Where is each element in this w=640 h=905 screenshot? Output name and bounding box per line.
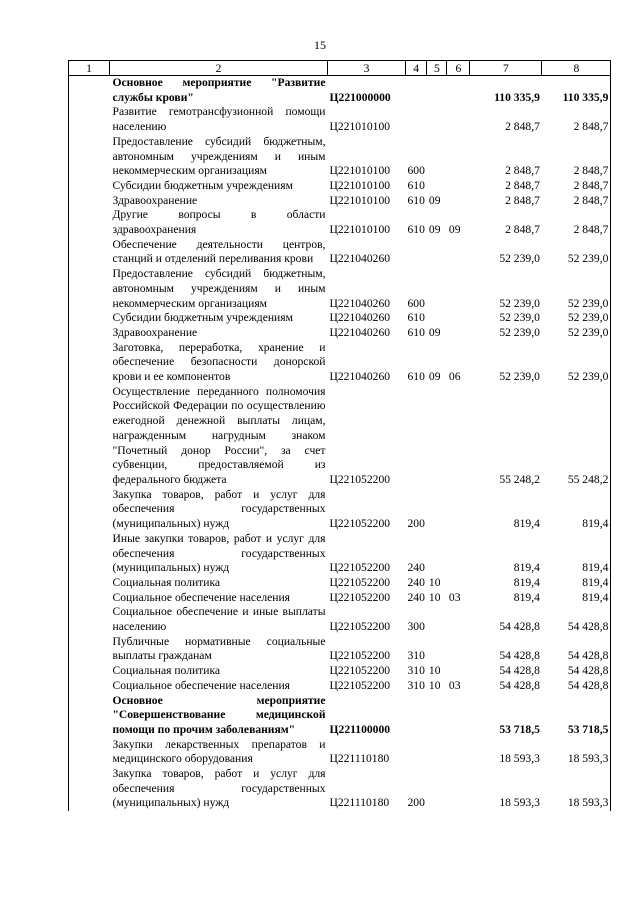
amount-cell: 52 239,0 [499, 252, 540, 266]
header-row [69, 61, 611, 76]
item-name-cell: Основное мероприятие "Совершенствование медицинской помощи по прочим заболеваниям" [112, 693, 326, 736]
amount-cell: 52 239,0 [542, 311, 611, 326]
section-cell [427, 767, 447, 811]
amount-cell: 52 239,0 [542, 326, 611, 341]
item-name-cell: Предоставление субсидий бюджетным, автономным учреждениям и иным некоммерческим организациям [112, 267, 326, 310]
item-name-cell: Социальное обеспечение населения [112, 678, 291, 692]
subsection-cell [447, 238, 470, 267]
section-cell: 09 [428, 223, 441, 237]
expense-type-cell: 310 [407, 678, 425, 692]
amount-cell: 52 239,0 [499, 311, 540, 325]
item-name-cell: Развитие гемотрансфузионной помощи населению [112, 105, 326, 134]
subsection-cell [447, 105, 470, 134]
amount-cell: 53 718,5 [499, 722, 540, 736]
item-name-cell: Основное мероприятие "Развитие службы крови" [112, 76, 326, 104]
item-name-cell: Иные закупки товаров, работ и услуг для обеспечения государственных (муниципальных) нужд [112, 531, 326, 575]
expense-type-cell: 240 [407, 561, 425, 575]
item-name-cell: Здравоохранение [112, 193, 198, 207]
amount-cell: 2 848,7 [542, 208, 611, 237]
budget-table [68, 60, 611, 811]
header-cell: 1 [69, 61, 110, 76]
amount-cell: 18 593,3 [499, 752, 540, 766]
row-index-cell [69, 532, 110, 576]
amount-cell: 2 848,7 [542, 179, 611, 194]
section-cell [427, 267, 447, 311]
amount-cell: 54 428,8 [499, 649, 540, 663]
row-index-cell [69, 576, 110, 591]
amount-cell: 54 428,8 [499, 620, 540, 634]
target-code-cell: Ц221010100 [329, 178, 391, 192]
section-cell [427, 311, 447, 326]
amount-cell: 2 848,7 [542, 105, 611, 134]
amount-cell: 2 848,7 [505, 193, 540, 207]
target-code-cell: Ц221052200 [329, 620, 391, 634]
row-index-cell [69, 767, 110, 811]
table-row [69, 208, 611, 237]
target-code-cell: Ц221010100 [329, 120, 391, 134]
amount-cell: 819,4 [542, 591, 611, 606]
expense-type-cell [406, 76, 427, 106]
expense-type-cell: 610 [407, 193, 425, 207]
item-name-cell: Социальное обеспечение и иные выплаты населению [112, 605, 326, 634]
target-code-cell: Ц221052200 [329, 561, 391, 575]
table-row [69, 135, 611, 179]
row-index-cell [69, 591, 110, 606]
table-row [69, 605, 611, 634]
row-index-cell [69, 238, 110, 267]
item-name-cell: Осуществление переданного полномочия Российской Федерации по осуществлению ежегодной денежной выплаты лицам, награжденным нагрудным знаком "Почетный донор России", за счет субвенции, предоставляемой из федерального бюджета [112, 384, 326, 486]
header-cell: 2 [110, 61, 328, 76]
header-cell: 4 [406, 61, 427, 76]
amount-cell: 819,4 [513, 590, 540, 604]
target-code-cell: Ц221052200 [329, 678, 391, 692]
expense-type-cell [406, 385, 427, 488]
table-row [69, 488, 611, 532]
amount-cell: 819,4 [513, 575, 540, 589]
amount-cell: 110 335,9 [494, 90, 540, 104]
target-code-cell: Ц221010100 [329, 193, 391, 207]
subsection-cell [447, 135, 470, 179]
expense-type-cell: 310 [407, 664, 425, 678]
amount-cell: 2 848,7 [542, 135, 611, 179]
amount-cell: 2 848,7 [505, 164, 540, 178]
section-cell: 09 [428, 370, 441, 384]
target-code-cell: Ц221052200 [329, 575, 391, 589]
table-row [69, 532, 611, 576]
item-name-cell: Субсидии бюджетным учреждениям [112, 311, 293, 325]
section-cell [427, 605, 447, 634]
amount-cell: 54 428,8 [499, 664, 540, 678]
row-index-cell [69, 179, 110, 194]
target-code-cell: Ц221110180 [329, 752, 390, 766]
item-name-cell: Закупка товаров, работ и услуг для обеспечения государственных (муниципальных) нужд [112, 487, 326, 531]
amount-cell: 52 239,0 [542, 238, 611, 267]
section-cell: 10 [428, 575, 441, 589]
section-cell: 10 [428, 664, 441, 678]
target-code-cell: Ц221052200 [329, 664, 391, 678]
amount-cell: 18 593,3 [499, 796, 540, 810]
table-row [69, 591, 611, 606]
table-row [69, 679, 611, 694]
item-name-cell: Здравоохранение [112, 325, 198, 339]
amount-cell: 52 239,0 [499, 296, 540, 310]
item-name-cell: Публичные нормативные социальные выплаты гражданам [112, 634, 326, 663]
amount-cell: 819,4 [542, 576, 611, 591]
item-name-cell: Закупка товаров, работ и услуг для обеспечения государственных (муниципальных) нужд [112, 767, 326, 810]
target-code-cell: Ц221052200 [329, 472, 391, 486]
row-index-cell [69, 194, 110, 209]
subsection-cell [447, 738, 470, 767]
expense-type-cell: 200 [407, 796, 425, 810]
section-cell [427, 532, 447, 576]
amount-cell: 55 248,2 [499, 472, 540, 486]
section-cell: 09 [428, 193, 441, 207]
expense-type-cell: 240 [407, 590, 425, 604]
item-name-cell: Предоставление субсидий бюджетным, автономным учреждениям и иным некоммерческим организациям [112, 134, 326, 178]
expense-type-cell: 610 [407, 223, 425, 237]
item-name-cell: Закупки лекарственных препаратов и медицинского оборудования [112, 737, 326, 766]
header-cell: 6 [447, 61, 470, 76]
target-code-cell: Ц221052200 [329, 517, 391, 531]
subsection-cell [447, 694, 470, 738]
expense-type-cell: 600 [407, 296, 425, 310]
table-row [69, 738, 611, 767]
target-code-cell: Ц221040260 [329, 252, 391, 266]
section-cell: 10 [428, 678, 441, 692]
target-code-cell: Ц221000000 [329, 90, 391, 104]
row-index-cell [69, 341, 110, 385]
target-code-cell: Ц221110180 [329, 796, 390, 810]
amount-cell: 52 239,0 [499, 325, 540, 339]
table-row [69, 326, 611, 341]
amount-cell: 54 428,8 [542, 605, 611, 634]
expense-type-cell: 610 [407, 370, 425, 384]
expense-type-cell: 610 [407, 311, 425, 325]
row-index-cell [69, 76, 110, 106]
section-cell [427, 179, 447, 194]
amount-cell: 18 593,3 [542, 767, 611, 811]
expense-type-cell: 610 [407, 325, 425, 339]
amount-cell: 54 428,8 [499, 678, 540, 692]
table-row [69, 664, 611, 679]
subsection-cell [447, 767, 470, 811]
expense-type-cell [406, 694, 427, 738]
amount-cell: 55 248,2 [542, 385, 611, 488]
subsection-cell [447, 635, 470, 664]
target-code-cell: Ц221100000 [329, 722, 391, 736]
table-row [69, 267, 611, 311]
table-row [69, 76, 611, 106]
amount-cell: 54 428,8 [542, 635, 611, 664]
target-code-cell: Ц221052200 [329, 649, 391, 663]
table-row [69, 311, 611, 326]
amount-cell: 52 239,0 [499, 370, 540, 384]
section-cell: 09 [428, 325, 441, 339]
section-cell [427, 738, 447, 767]
header-cell: 3 [328, 61, 406, 76]
section-cell [427, 76, 447, 106]
section-cell [427, 694, 447, 738]
amount-cell: 52 239,0 [542, 267, 611, 311]
row-index-cell [69, 664, 110, 679]
row-index-cell [69, 135, 110, 179]
subsection-cell: 03 [448, 590, 461, 604]
table-row [69, 105, 611, 134]
expense-type-cell [406, 105, 427, 134]
row-index-cell [69, 267, 110, 311]
subsection-cell [447, 326, 470, 341]
amount-cell: 819,4 [542, 532, 611, 576]
target-code-cell: Ц221040260 [329, 311, 391, 325]
amount-cell: 54 428,8 [542, 679, 611, 694]
target-code-cell: Ц221052200 [329, 590, 391, 604]
target-code-cell: Ц221040260 [329, 296, 391, 310]
amount-cell: 54 428,8 [542, 664, 611, 679]
section-cell [427, 238, 447, 267]
expense-type-cell: 610 [407, 178, 425, 192]
subsection-cell [447, 532, 470, 576]
row-index-cell [69, 694, 110, 738]
amount-cell: 2 848,7 [542, 194, 611, 209]
subsection-cell [447, 488, 470, 532]
amount-cell: 2 848,7 [505, 223, 540, 237]
item-name-cell: Социальная политика [112, 664, 221, 678]
subsection-cell [447, 605, 470, 634]
subsection-cell: 03 [448, 678, 461, 692]
subsection-cell [447, 76, 470, 106]
row-index-cell [69, 311, 110, 326]
header-cell: 5 [427, 61, 447, 76]
table-row [69, 767, 611, 811]
subsection-cell [447, 267, 470, 311]
table-row [69, 694, 611, 738]
item-name-cell: Социальная политика [112, 575, 221, 589]
table-row [69, 341, 611, 385]
amount-cell: 18 593,3 [542, 738, 611, 767]
row-index-cell [69, 635, 110, 664]
amount-cell: 819,4 [513, 561, 540, 575]
item-name-cell: Заготовка, переработка, хранение и обеспечение безопасности донорской крови и ее компонентов [112, 340, 326, 384]
subsection-cell [447, 664, 470, 679]
item-name-cell: Обеспечение деятельности центров, станций и отделений переливания крови [112, 237, 326, 266]
row-index-cell [69, 208, 110, 237]
row-index-cell [69, 605, 110, 634]
table-row [69, 238, 611, 267]
subsection-cell: 09 [448, 223, 461, 237]
item-name-cell: Субсидии бюджетным учреждениям [112, 178, 293, 192]
subsection-cell [447, 385, 470, 488]
section-cell: 10 [428, 590, 441, 604]
table-row [69, 576, 611, 591]
expense-type-cell: 240 [407, 575, 425, 589]
header-cell: 7 [470, 61, 542, 76]
row-index-cell [69, 105, 110, 134]
subsection-cell [447, 194, 470, 209]
section-cell [427, 105, 447, 134]
item-name-cell: Социальное обеспечение населения [112, 590, 291, 604]
expense-type-cell: 310 [407, 649, 425, 663]
table-row [69, 635, 611, 664]
section-cell [427, 635, 447, 664]
row-index-cell [69, 679, 110, 694]
expense-type-cell [406, 238, 427, 267]
amount-cell: 2 848,7 [505, 120, 540, 134]
target-code-cell: Ц221040260 [329, 370, 391, 384]
row-index-cell [69, 385, 110, 488]
page-number: 15 [314, 38, 326, 52]
amount-cell: 819,4 [513, 517, 540, 531]
amount-cell: 52 239,0 [542, 341, 611, 385]
header-cell: 8 [542, 61, 611, 76]
table-row [69, 385, 611, 488]
section-cell [427, 488, 447, 532]
expense-type-cell: 300 [407, 620, 425, 634]
amount-cell: 110 335,9 [542, 76, 611, 106]
row-index-cell [69, 326, 110, 341]
row-index-cell [69, 738, 110, 767]
section-cell [427, 385, 447, 488]
section-cell [427, 135, 447, 179]
subsection-cell: 06 [448, 370, 461, 384]
subsection-cell [447, 179, 470, 194]
expense-type-cell: 600 [407, 164, 425, 178]
subsection-cell [447, 576, 470, 591]
target-code-cell: Ц221010100 [329, 164, 391, 178]
subsection-cell [447, 311, 470, 326]
target-code-cell: Ц221010100 [329, 223, 391, 237]
table-row [69, 179, 611, 194]
item-name-cell: Другие вопросы в области здравоохранения [112, 208, 326, 237]
expense-type-cell [406, 738, 427, 767]
row-index-cell [69, 488, 110, 532]
target-code-cell: Ц221040260 [329, 325, 391, 339]
expense-type-cell: 200 [407, 517, 425, 531]
amount-cell: 819,4 [542, 488, 611, 532]
amount-cell: 53 718,5 [542, 694, 611, 738]
amount-cell: 2 848,7 [505, 178, 540, 192]
table-row [69, 194, 611, 209]
